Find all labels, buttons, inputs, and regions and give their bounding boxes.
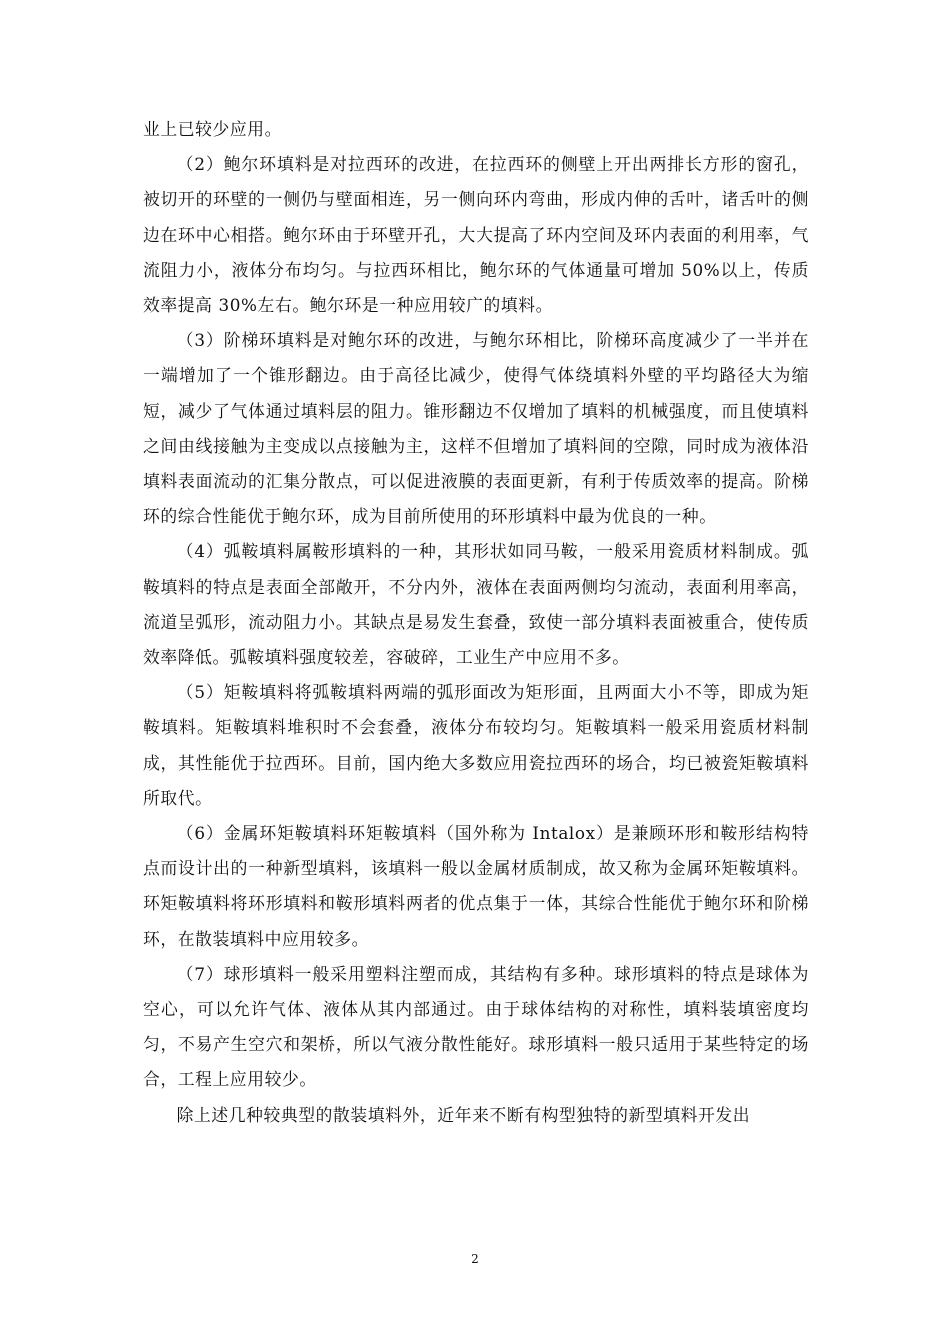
- paragraph-spherical-packing: （7）球形填料一般采用塑料注塑而成，其结构有多种。球形填料的特点是球体为空心，可以允许气体、液体从其内部通过。由于球体结构的对称性，填料装填密度均匀，不易产生空穴和架桥，所以气液分散性能好。球形填料一般只适用于某些特定的场合，工程上应用较少。: [143, 963, 809, 1090]
- document-body: [143, 112, 809, 1133]
- paragraph-new-packings: 除上述几种较典型的散装填料外，近年来不断有构型独特的新型填料开发出: [176, 1104, 751, 1125]
- paragraph-berl-saddle: （4）弧鞍填料属鞍形填料的一种，其形状如同马鞍，一般采用瓷质材料制成。弧鞍填料的特点是表面全部敞开，不分内外，液体在表面两侧均匀流动，表面利用率高，流道呈弧形，流动阻力小。其缺点是易发生套叠，致使一部分填料表面被重合，使传质效率降低。弧鞍填料强度较差，容破碎，工业生产中应用不多。: [143, 541, 809, 668]
- paragraph-continuation: 业上已较少应用。: [143, 119, 283, 139]
- paragraph-metal-intalox: （6）金属环矩鞍填料环矩鞍填料（国外称为 Intalox）是兼顾环形和鞍形结构特点而设计出的一种新型填料，该填料一般以金属材质制成，故又称为金属环矩鞍填料。环矩鞍填料将环形填料和鞍形填料两者的优点集于一体，其综合性能优于鲍尔环和阶梯环，在散装填料中应用较多。: [143, 823, 809, 949]
- page-number: 2: [471, 1252, 479, 1266]
- paragraph-intalox-saddle: （5）矩鞍填料将弧鞍填料两端的弧形面改为矩形面，且两面大小不等，即成为矩鞍填料。矩鞍填料堆积时不会套叠，液体分布较均匀。矩鞍填料一般采用瓷质材料制成，其性能优于拉西环。目前，国内绝大多数应用瓷拉西环的场合，均已被瓷矩鞍填料所取代。: [143, 682, 809, 808]
- paragraph-cascade-ring: （3）阶梯环填料是对鲍尔环的改进，与鲍尔环相比，阶梯环高度减少了一半并在一端增加了一个锥形翻边。由于高径比减少，使得气体绕填料外壁的平均路径大为缩短，减少了气体通过填料层的阻力。锥形翻边不仅增加了填料的机械强度，而且使填料之间由线接触为主变成以点接触为主，这样不但增加了填料间的空隙，同时成为液体沿填料表面流动的汇集分散点，可以促进液膜的表面更新，有利于传质效率的提高。阶梯环的综合性能优于鲍尔环，成为目前所使用的环形填料中最为优良的一种。: [143, 330, 809, 527]
- paragraph-pall-ring: （2）鲍尔环填料是对拉西环的改进，在拉西环的侧壁上开出两排长方形的窗孔，被切开的环壁的一侧仍与壁面相连，另一侧向环内弯曲，形成内伸的舌叶，诸舌叶的侧边在环中心相搭。鲍尔环由于环壁开孔，大大提高了环内空间及环内表面的利用率，气流阻力小，液体分布均匀。与拉西环相比，鲍尔环的气体通量可增加 50%以上，传质效率提高 30%左右。鲍尔环是一种应用较广的填料。: [143, 154, 809, 316]
